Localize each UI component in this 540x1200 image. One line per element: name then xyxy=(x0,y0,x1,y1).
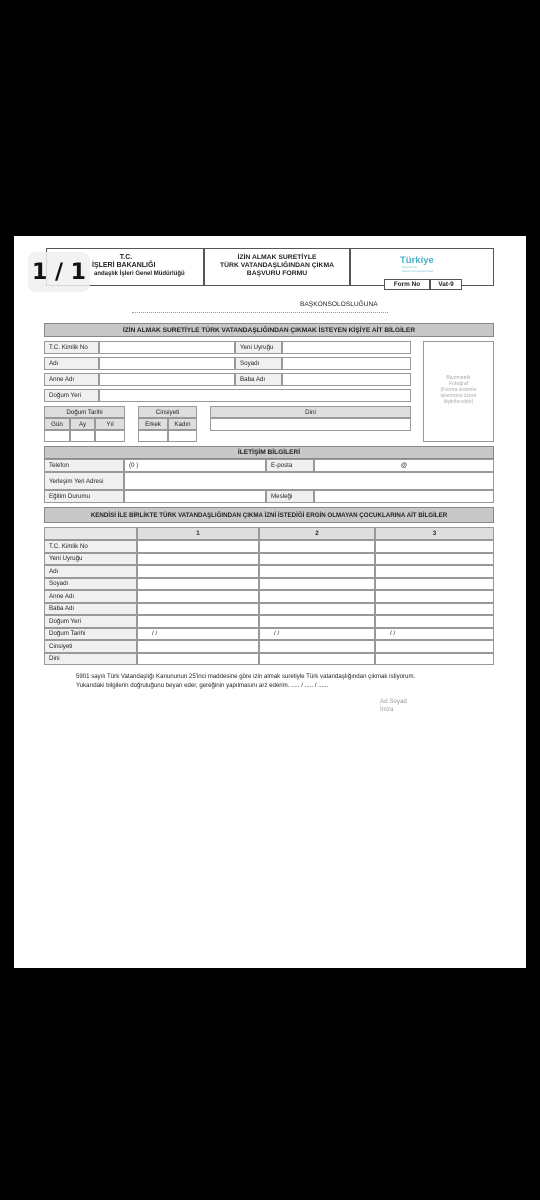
child-1-field[interactable]: / / xyxy=(137,628,259,641)
child-3-field[interactable] xyxy=(375,553,494,566)
children-table xyxy=(44,527,494,667)
egitim-label: Eğitim Durumu xyxy=(44,490,124,503)
ay-header: Ay xyxy=(70,418,95,430)
section3-title: KENDİSİ İLE BİRLİKTE TÜRK VATANDAŞLIĞINDAN ÇIKMA İZNİ İSTEDİĞİ ERGİN OLMAYAN ÇOCUKLARINA AİT BİLGİLER xyxy=(44,507,494,523)
child-2-field[interactable] xyxy=(259,553,375,566)
child-1-field[interactable] xyxy=(137,540,259,553)
dogum-yeri-label: Doğum Yeri xyxy=(44,389,99,402)
erkek-header: Erkek xyxy=(138,418,168,430)
child-row-label: Soyadı xyxy=(44,578,137,591)
baba-adi-label: Baba Adı xyxy=(235,373,282,386)
child-2-field[interactable] xyxy=(259,565,375,578)
child-1-field[interactable] xyxy=(137,615,259,628)
dogum-yeri-input[interactable] xyxy=(99,389,411,402)
soyadi-input[interactable] xyxy=(282,357,411,370)
child-3-field[interactable] xyxy=(375,540,494,553)
yeni-uyrugu-label: Yeni Uyruğu xyxy=(235,341,282,354)
form-title-line1: İZİN ALMAK SURETİYLE xyxy=(237,254,317,261)
signature-label: İmza xyxy=(380,706,394,713)
ministry-line1: T.C. xyxy=(119,254,133,261)
child-row-label: Baba Adı xyxy=(44,603,137,616)
turkiye-logo: Türkiye xyxy=(400,255,434,266)
form-title-line2: TÜRK VATANDAŞLIĞINDAN ÇIKMA xyxy=(219,262,335,269)
child-3-field[interactable] xyxy=(375,590,494,603)
child-3-field[interactable] xyxy=(375,603,494,616)
declaration-line2: Yukarıdaki bilgilerin doğruluğunu beyan eder, gereğinin yapılmasını arz ederim. ..... / ..... / ...... xyxy=(76,682,329,689)
photo-text-4: işlenmesi üzere xyxy=(440,393,477,399)
ay-input[interactable] xyxy=(70,430,95,442)
child-3-field[interactable] xyxy=(375,578,494,591)
child-2-field[interactable] xyxy=(259,615,375,628)
kadin-checkbox[interactable] xyxy=(168,430,197,442)
meslegi-input[interactable] xyxy=(314,490,494,503)
photo-text-2: Fotoğraf xyxy=(448,381,469,387)
child-1-field[interactable] xyxy=(137,603,259,616)
adi-label: Adı xyxy=(44,357,99,370)
child-3-field[interactable] xyxy=(375,565,494,578)
child-1-field[interactable] xyxy=(137,590,259,603)
child-2-field[interactable] xyxy=(259,640,375,653)
meslegi-label: Mesleği xyxy=(266,490,314,503)
child-column-2: 2 xyxy=(259,527,375,540)
child-row-label: Yeni Uyruğu xyxy=(44,553,137,566)
dogum-tarihi-header: Doğum Tarihi xyxy=(44,406,125,418)
child-3-field[interactable]: / / xyxy=(375,628,494,641)
photo-text-1: Biyometrik xyxy=(446,375,471,381)
child-1-field[interactable] xyxy=(137,653,259,666)
form-page xyxy=(14,236,526,968)
child-column-1: 1 xyxy=(137,527,259,540)
kadin-header: Kadın xyxy=(168,418,197,430)
child-row-label: Doğum Tarihi xyxy=(44,628,137,641)
gun-header: Gün xyxy=(44,418,70,430)
telefon-label: Telefon xyxy=(44,459,124,472)
erkek-checkbox[interactable] xyxy=(138,430,168,442)
yeni-uyrugu-input[interactable] xyxy=(282,341,411,354)
form-no-value: Vat-9 xyxy=(438,281,454,288)
section2-title: İLETİŞİM BİLGİLERİ xyxy=(44,446,494,459)
page-counter: 1 / 1 xyxy=(28,252,90,292)
child-2-field[interactable] xyxy=(259,540,375,553)
egitim-input[interactable] xyxy=(124,490,266,503)
child-1-field[interactable] xyxy=(137,553,259,566)
photo-text-3: (Forma sisteme xyxy=(440,387,477,393)
child-column-3: 3 xyxy=(375,527,494,540)
child-row-label: T.C. Kimlik No xyxy=(44,540,137,553)
child-3-field[interactable] xyxy=(375,640,494,653)
cinsiyeti-header: Cinsiyeti xyxy=(138,406,197,418)
tc-kimlik-input[interactable] xyxy=(99,341,235,354)
child-2-field[interactable] xyxy=(259,578,375,591)
child-3-field[interactable] xyxy=(375,615,494,628)
child-row-label: Doğum Yeri xyxy=(44,615,137,628)
child-2-field[interactable] xyxy=(259,603,375,616)
yil-header: Yıl xyxy=(95,418,125,430)
tc-kimlik-label: T.C. Kimlik No xyxy=(44,341,99,354)
telefon-input[interactable]: (0 ) xyxy=(124,459,266,472)
soyadi-label: Soyadı xyxy=(235,357,282,370)
child-2-field[interactable] xyxy=(259,653,375,666)
consulate-dotted-line xyxy=(132,312,388,313)
dini-header: Dini xyxy=(210,406,411,418)
child-1-field[interactable] xyxy=(137,565,259,578)
child-2-field[interactable]: / / xyxy=(259,628,375,641)
child-2-field[interactable] xyxy=(259,590,375,603)
baba-adi-input[interactable] xyxy=(282,373,411,386)
child-1-field[interactable] xyxy=(137,578,259,591)
form-no-label: Form No xyxy=(393,281,421,288)
eposta-input[interactable]: @ xyxy=(314,459,494,472)
logo-subtitle-1: Dünyanın her xyxy=(402,266,418,269)
yil-input[interactable] xyxy=(95,430,125,442)
consulate-label: BAŞKONSOLOSLUĞUNA xyxy=(300,301,378,308)
anne-adi-label: Anne Adı xyxy=(44,373,99,386)
ministry-line2: İŞLERİ BAKANLIĞI xyxy=(92,262,156,269)
gun-input[interactable] xyxy=(44,430,70,442)
ministry-line3: andaşlık İşleri Genel Müdürlüğü xyxy=(94,271,185,277)
eposta-label: E-posta xyxy=(266,459,314,472)
child-3-field[interactable] xyxy=(375,653,494,666)
logo-subtitle-2: Kökünü koruyanlara destek xyxy=(402,270,434,273)
adi-input[interactable] xyxy=(99,357,235,370)
yerlesim-input[interactable] xyxy=(124,472,494,490)
form-title-line3: BAŞVURU FORMU xyxy=(246,270,308,277)
children-table-corner xyxy=(44,527,137,540)
anne-adi-input[interactable] xyxy=(99,373,235,386)
signature-name-label: Ad Soyad xyxy=(380,698,407,705)
declaration-line1: 5901 sayılı Türk Vatandaşlığı Kanununun 25'inci maddesine göre izin almak suretiyle Türk vatandaşlığından çıkmak istiyorum. xyxy=(76,673,416,680)
dini-input[interactable] xyxy=(210,418,411,431)
photo-text-5: iliştirilecektir) xyxy=(443,399,474,405)
section1-title: İZİN ALMAK SURETİYLE TÜRK VATANDAŞLIĞINDAN ÇIKMAK İSTEYEN KİŞİYE AİT BİLGİLER xyxy=(44,323,494,337)
child-row-label: Cinsiyeti xyxy=(44,640,137,653)
child-1-field[interactable] xyxy=(137,640,259,653)
child-row-label: Anne Adı xyxy=(44,590,137,603)
child-row-label: Adı xyxy=(44,565,137,578)
yerlesim-label: Yerleşim Yeri Adresi xyxy=(44,472,124,490)
child-row-label: Dini xyxy=(44,653,137,666)
